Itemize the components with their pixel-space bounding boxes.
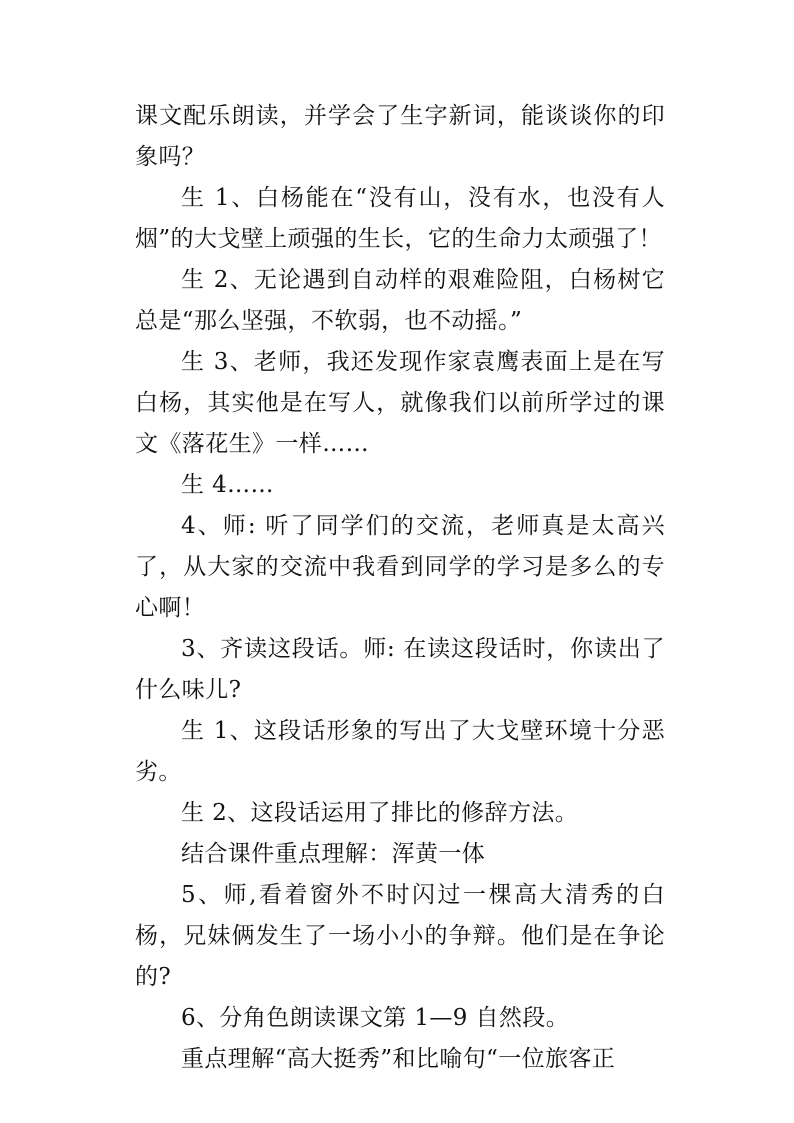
paragraph-6: 4、师: 听了同学们的交流，老师真是太高兴了，从大家的交流中我看到同学的学习是多么的专心啊！ [135, 513, 665, 621]
paragraph-9: 生 2、这段话运用了排比的修辞方法。 [181, 800, 579, 826]
paragraph-5: 生 4…… [181, 472, 274, 498]
paragraph-11: 5、师,看着窗外不时闪过一棵高大清秀的白杨，兄妹俩发生了一场小小的争辩。他们是在争论的? [135, 882, 665, 990]
paragraph-2: 生 1、白杨能在“没有山，没有水，也没有人烟”的大戈壁上顽强的生长，它的生命力太顽强了！ [135, 185, 665, 252]
paragraph-10: 结合课件重点理解：浑黄一体 [181, 841, 486, 867]
paragraph-1: 课文配乐朗读，并学会了生字新词，能谈谈你的印象吗？ [135, 103, 665, 170]
paragraph-13: 重点理解“高大挺秀”和比喻句“一位旅客正 [181, 1046, 616, 1072]
paragraph-8: 生 1、这段话形象的写出了大戈壁环境十分恶劣。 [135, 718, 665, 785]
document-body [135, 96, 665, 1080]
paragraph-12: 6、分角色朗读课文第 1—9 自然段。 [181, 1005, 570, 1031]
paragraph-7: 3、齐读这段话。师: 在读这段话时，你读出了什么味儿? [135, 636, 665, 703]
paragraph-3: 生 2、无论遇到自动样的艰难险阻，白杨树它总是“那么坚强，不软弱，也不动摇。” [135, 267, 665, 334]
paragraph-4: 生 3、老师，我还发现作家袁鹰表面上是在写白杨，其实他是在写人，就像我们以前所学过的课文《落花生》一样…… [135, 349, 665, 457]
